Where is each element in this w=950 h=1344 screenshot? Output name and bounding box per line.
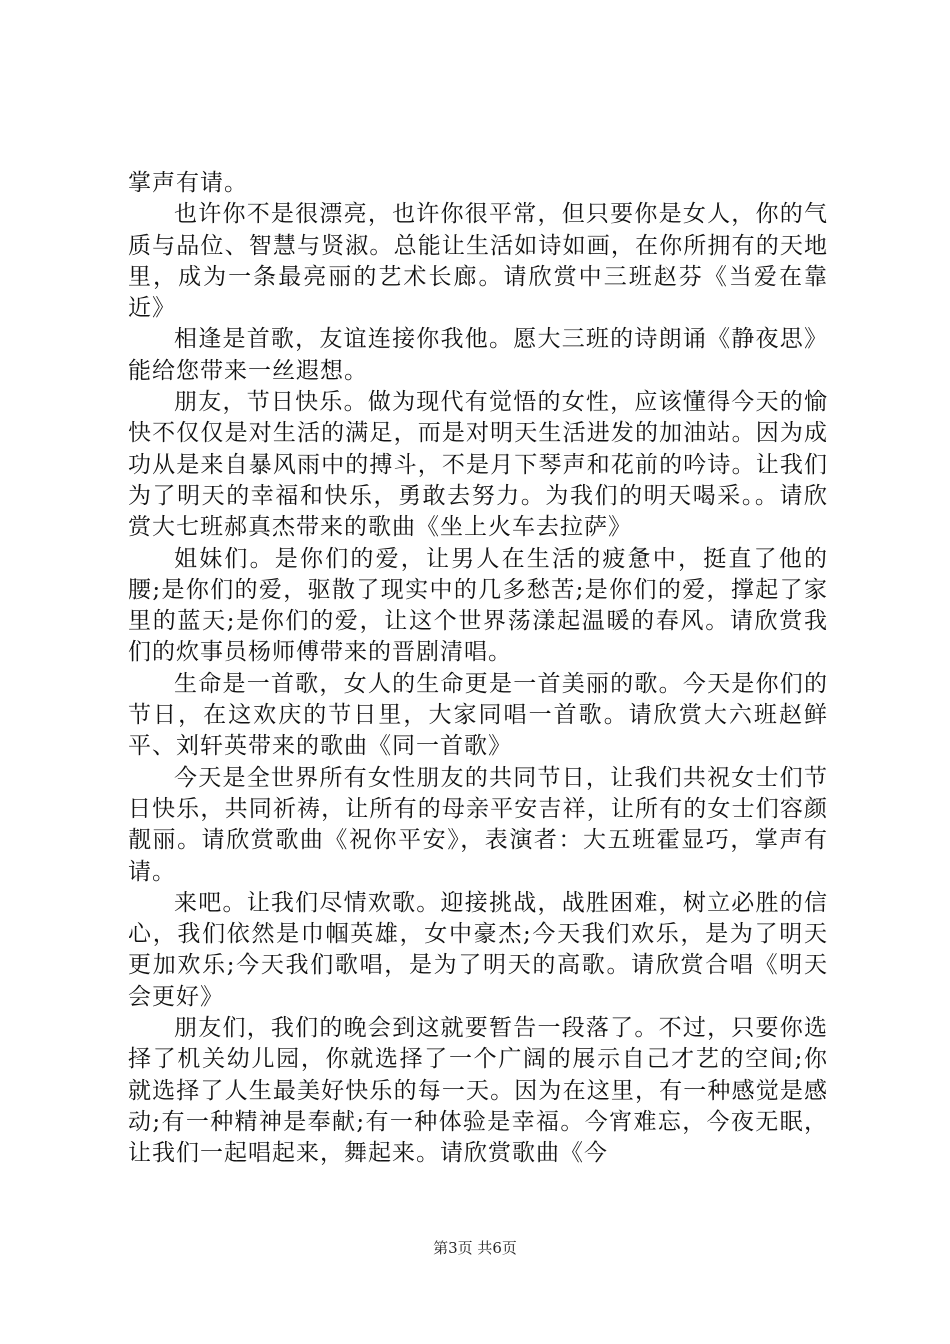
page-number-footer: 第3页 共6页 [433, 1239, 517, 1257]
document-body [128, 168, 828, 1170]
paragraph-continued: 掌声有请。 [128, 170, 248, 196]
paragraph: 也许你不是很漂亮，也许你很平常，但只要你是女人，你的气质与品位、智慧与贤淑。总能让生活如诗如画，在你所拥有的天地里，成为一条最亮丽的艺术长廊。请欣赏中三班赵芬《当爱在靠近》 [128, 201, 828, 322]
paragraph: 来吧。让我们尽情欢歌。迎接挑战，战胜困难，树立必胜的信心，我们依然是巾帼英雄，女中豪杰;今天我们欢乐，是为了明天更加欢乐;今天我们歌唱，是为了明天的高歌。请欣赏合唱《明天会更好》 [128, 889, 828, 1010]
paragraph: 相逢是首歌，友谊连接你我他。愿大三班的诗朗诵《静夜思》能给您带来一丝遐想。 [128, 326, 828, 384]
paragraph: 朋友，节日快乐。做为现代有觉悟的女性，应该懂得今天的愉快不仅仅是对生活的满足，而是对明天生活进发的加油站。因为成功从是来自暴风雨中的搏斗，不是月下琴声和花前的吟诗。让我们为了明天的幸福和快乐，勇敢去努力。为我们的明天喝采。。请欣赏大七班郝真杰带来的歌曲《坐上火车去拉萨》 [128, 389, 828, 541]
paragraph: 生命是一首歌，女人的生命更是一首美丽的歌。今天是你们的节日，在这欢庆的节日里，大家同唱一首歌。请欣赏大六班赵鲜平、刘轩英带来的歌曲《同一首歌》 [128, 670, 828, 760]
paragraph: 姐妹们。是你们的爱，让男人在生活的疲惫中，挺直了他的腰;是你们的爱，驱散了现实中的几多愁苦;是你们的爱，撑起了家里的蓝天;是你们的爱，让这个世界荡漾起温暖的春风。请欣赏我们的炊事员杨师傅带来的晋剧清唱。 [128, 545, 828, 666]
paragraph: 今天是全世界所有女性朋友的共同节日，让我们共祝女士们节日快乐，共同祈祷，让所有的母亲平安吉祥，让所有的女士们容颜靓丽。请欣赏歌曲《祝你平安》，表演者：大五班霍显巧，掌声有请。 [128, 764, 828, 885]
paragraph: 朋友们，我们的晚会到这就要暂告一段落了。不过，只要你选择了机关幼儿园，你就选择了一个广阔的展示自己才艺的空间;你就选择了人生最美好快乐的每一天。因为在这里，有一种感觉是感动;有一种精神是奉献;有一种体验是幸福。今宵难忘，今夜无眠，让我们一起唱起来，舞起来。请欣赏歌曲《今 [128, 1015, 828, 1167]
